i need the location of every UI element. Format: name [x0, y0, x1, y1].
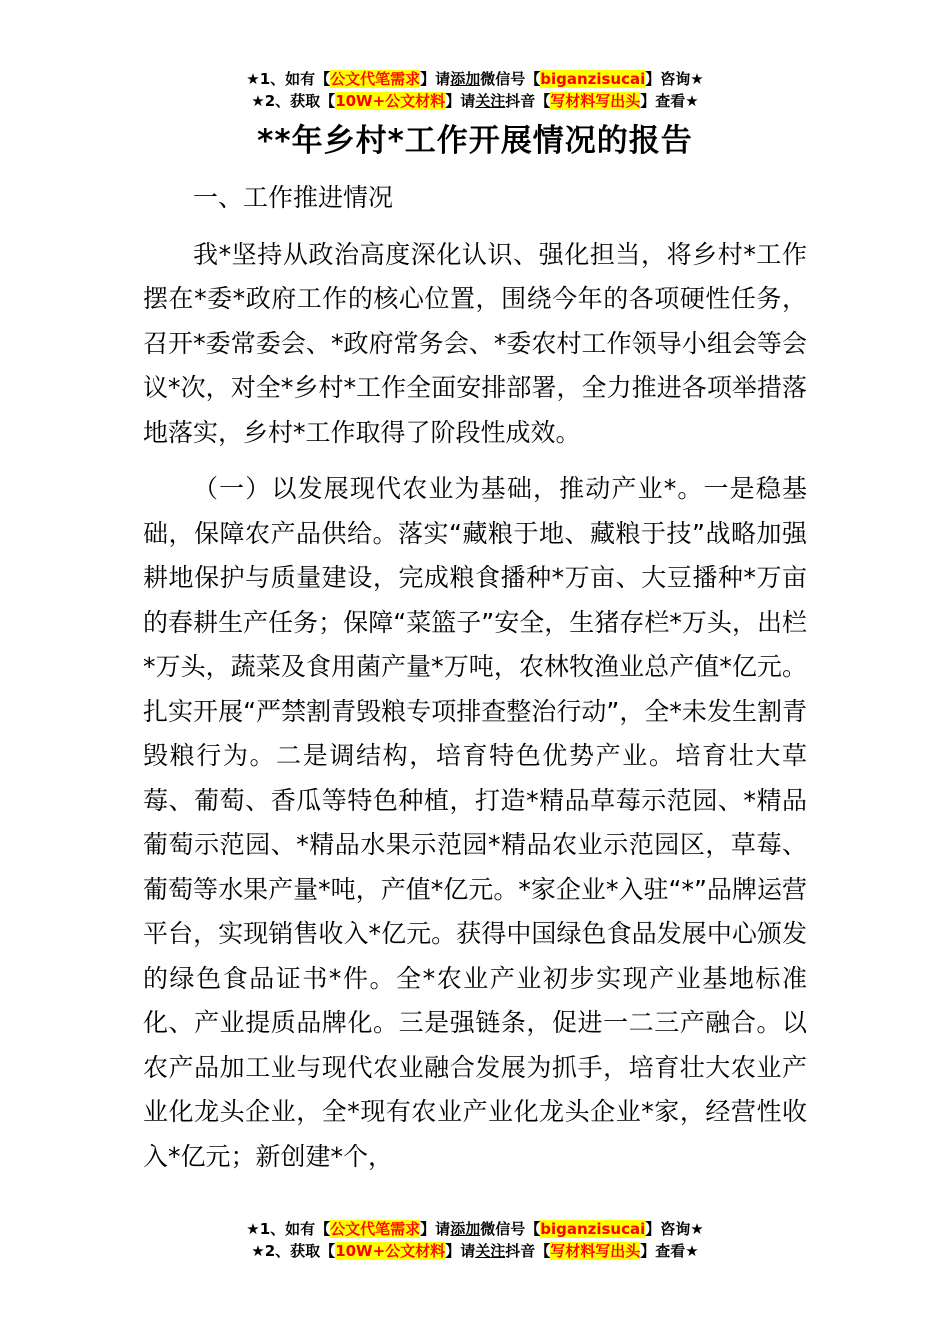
paragraph-2: （一）以发展现代农业为基础，推动产业*。一是稳基础，保障农产品供给。落实“藏粮于地、藏粮于技”战略加强耕地保护与质量建设，完成粮食播种*万亩、大豆播种*万亩的春耕生产任务；保障“菜篮子”安全，生猪存栏*万头，出栏*万头，蔬菜及食用菌产量*万吨，农林牧渔业总产值*亿元。扎实开展“严禁割青毁粮专项排查整治行动”，全*未发生割青毁粮行为。二是调结构，培育特色优势产业。培育壮大草莓、葡萄、香瓜等特色种植，打造*精品草莓示范园、*精品葡萄示范园、*精品水果示范园*精品农业示范园区，草莓、葡萄等水果产量*吨，产值*亿元。*家企业*入驻“*”品牌运营平台，实现销售收入*亿元。获得中国绿色食品发展中心颁发的绿色食品证书*件。全*农业产业初步实现产业基地标准化、产业提质品牌化。三是强链条，促进一二三产融合。以农产品加工业与现代农业融合发展为抓手，培育壮大农业产业化龙头企业，全*现有农业产业化龙头企业*家，经营性收入*亿元；新创建*个， — [143, 474, 807, 1171]
promo-text: 】查看★ — [640, 92, 699, 110]
promo-highlight: 10W+公文材料 — [335, 1242, 446, 1260]
promo-highlight: 公文代笔需求 — [330, 70, 421, 88]
promo-text: ★1、如有【 — [246, 1220, 331, 1238]
promo-highlight: 写材料写出头 — [550, 92, 641, 110]
promo-text: 】查看★ — [640, 1242, 699, 1260]
promo-line-1 — [0, 68, 950, 90]
promo-line-2 — [0, 90, 950, 112]
promo-line-2 — [0, 1240, 950, 1262]
promo-text: 】咨询★ — [645, 70, 704, 88]
promo-underlined: 关注 — [475, 92, 506, 110]
footer-promo-banner — [0, 1218, 950, 1262]
promo-underlined: 关注 — [475, 1242, 506, 1260]
promo-highlight: biganzisucai — [540, 70, 646, 88]
paragraph-1: 我*坚持从政治高度深化认识、强化担当，将乡村*工作摆在*委*政府工作的核心位置，围绕今年的各项硬性任务，召开*委常委会、*政府常务会、*委农村工作领导小组会等会议*次，对全*乡村*工作全面安排部署，全力推进各项举措落地落实，乡村*工作取得了阶段性成效。 — [143, 239, 807, 447]
promo-text: ★2、获取【 — [251, 1242, 336, 1260]
promo-text: 】请 — [420, 1220, 451, 1238]
document-title: **年乡村*工作开展情况的报告 — [257, 123, 693, 159]
promo-text: 】咨询★ — [645, 1220, 704, 1238]
promo-text: 】请 — [445, 92, 476, 110]
promo-highlight: 10W+公文材料 — [335, 92, 446, 110]
document-body — [143, 176, 807, 1191]
promo-text: ★2、获取【 — [251, 92, 336, 110]
promo-text: 微信号【 — [480, 70, 541, 88]
promo-highlight: 写材料写出头 — [550, 1242, 641, 1260]
promo-text: ★1、如有【 — [246, 70, 331, 88]
promo-highlight: 公文代笔需求 — [330, 1220, 421, 1238]
promo-text: 微信号【 — [480, 1220, 541, 1238]
section-heading: 一、工作推进情况 — [193, 183, 394, 212]
promo-line-1 — [0, 1218, 950, 1240]
promo-underlined: 添加 — [450, 1220, 481, 1238]
promo-text: 】请 — [445, 1242, 476, 1260]
promo-underlined: 添加 — [450, 70, 481, 88]
promo-text: 】请 — [420, 70, 451, 88]
header-promo-banner — [0, 68, 950, 112]
promo-highlight: biganzisucai — [540, 1220, 646, 1238]
promo-text: 抖音【 — [505, 92, 551, 110]
promo-text: 抖音【 — [505, 1242, 551, 1260]
